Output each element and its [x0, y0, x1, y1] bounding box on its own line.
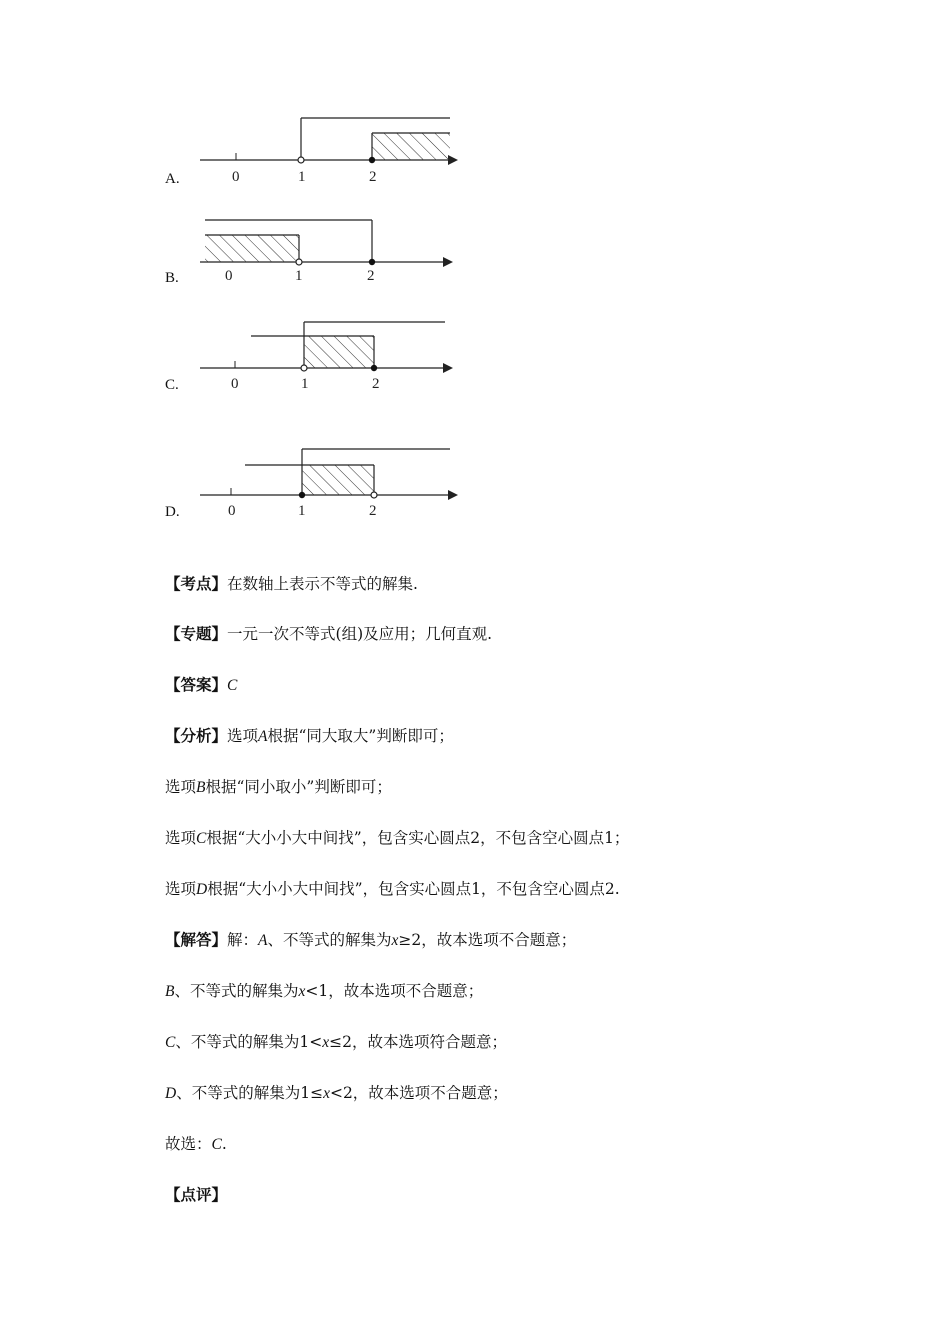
tick-label-2: 2	[369, 169, 377, 185]
fenxi-l1-post: 根据“同大取大”判断即可；	[267, 727, 454, 745]
tick-label-0: 0	[231, 376, 239, 392]
jieda-l1-x: x	[391, 932, 399, 949]
kaodian-text: 在数轴上表示不等式的解集.	[227, 575, 418, 593]
zhuanti-tag: 【专题】	[165, 624, 228, 643]
jieda-l1-post: ≥2，故本选项不合题意；	[398, 931, 577, 949]
option-a-label: A.	[165, 171, 180, 187]
jieda-line-3	[165, 1032, 507, 1053]
fenxi-l2-pre: 选项	[165, 778, 197, 796]
fenxi-l1-pre: 选项	[227, 727, 259, 745]
jieda-l3-mid: 、不等式的解集为1<	[175, 1033, 323, 1051]
tick-label-2: 2	[367, 268, 375, 284]
tick-label-1: 1	[295, 268, 303, 284]
jieda-line-5	[165, 1134, 227, 1155]
fenxi-l4-post: 根据“大小小大中间找”，包含实心圆点1，不包含空心圆点2.	[207, 880, 620, 898]
jieda-l2-mid: 、不等式的解集为	[174, 982, 299, 1000]
axis-arrow	[443, 257, 453, 267]
kaodian-tag: 【考点】	[165, 574, 228, 593]
fenxi-line-1	[165, 726, 454, 747]
solid-dot-2	[369, 259, 375, 265]
number-line-b	[195, 211, 465, 291]
fenxi-l3-var: C	[196, 830, 207, 847]
solution-hatch	[302, 465, 374, 495]
tick-label-1: 1	[298, 169, 306, 185]
fenxi-line-4	[165, 879, 620, 900]
solid-dot-1	[299, 492, 305, 498]
fenxi-tag: 【分析】	[165, 726, 228, 745]
fenxi-l2-post: 根据“同小取小”判断即可；	[205, 778, 392, 796]
daan-line	[165, 675, 237, 696]
option-b-label: B.	[165, 270, 179, 286]
tick-label-2: 2	[369, 503, 377, 519]
axis-arrow	[448, 490, 458, 500]
solid-dot-2	[369, 157, 375, 163]
number-line-c	[195, 312, 465, 392]
number-line-a-svg	[195, 110, 465, 190]
tick-label-1: 1	[301, 376, 309, 392]
jieda-l2-x: x	[298, 983, 306, 1000]
number-line-a	[195, 110, 465, 190]
fenxi-line-2	[165, 777, 392, 798]
fenxi-l3-pre: 选项	[165, 829, 197, 847]
open-dot-1	[298, 157, 304, 163]
jieda-l1-pre: 解：	[227, 931, 259, 949]
zhuanti-text: 一元一次不等式(组)及应用；几何直观.	[227, 625, 493, 643]
daan-value: C	[227, 677, 238, 694]
jieda-line-2	[165, 981, 483, 1002]
jieda-l5-pre: 故选：	[165, 1135, 212, 1153]
jieda-tag: 【解答】	[165, 930, 228, 949]
dianping-tag: 【点评】	[165, 1185, 228, 1204]
fenxi-l4-var: D	[196, 881, 208, 898]
open-dot-2	[371, 492, 377, 498]
fenxi-l4-pre: 选项	[165, 880, 197, 898]
jieda-l1-mid: 、不等式的解集为	[267, 931, 392, 949]
jieda-l2-post: <1，故本选项不合题意；	[305, 982, 484, 1000]
dianping-line	[165, 1185, 227, 1205]
number-line-b-svg	[195, 211, 465, 291]
jieda-line-1	[165, 930, 576, 951]
tick-label-0: 0	[232, 169, 240, 185]
jieda-l4-post: <2，故本选项不合题意；	[329, 1084, 508, 1102]
jieda-l1-var: A	[258, 932, 268, 949]
option-d-label: D.	[165, 504, 180, 520]
tick-label-1: 1	[298, 503, 306, 519]
tick-label-0: 0	[225, 268, 233, 284]
solid-dot-2	[371, 365, 377, 371]
jieda-l4-mid: 、不等式的解集为1≤	[176, 1084, 324, 1102]
axis-arrow	[443, 363, 453, 373]
open-dot-1	[296, 259, 302, 265]
daan-tag: 【答案】	[165, 675, 228, 694]
number-line-d	[195, 440, 465, 520]
fenxi-l3-post: 根据“大小小大中间找”，包含实心圆点2，不包含空心圆点1；	[206, 829, 630, 847]
tick-label-2: 2	[372, 376, 380, 392]
jieda-l4-x: x	[323, 1085, 330, 1102]
open-dot-1	[301, 365, 307, 371]
zhuanti-line	[165, 624, 492, 644]
number-line-c-svg	[195, 312, 465, 392]
solution-hatch	[205, 235, 299, 262]
fenxi-l1-var: A	[258, 728, 268, 745]
jieda-l3-post: ≤2，故本选项符合题意；	[329, 1033, 507, 1051]
jieda-l3-var: C	[165, 1034, 176, 1051]
jieda-l5-var: C	[211, 1136, 222, 1153]
fenxi-line-3	[165, 828, 629, 849]
jieda-l2-var: B	[165, 983, 175, 1000]
jieda-l4-var: D	[165, 1085, 177, 1102]
tick-label-0: 0	[228, 503, 236, 519]
option-c-label: C.	[165, 377, 179, 393]
solution-hatch	[372, 133, 450, 160]
fenxi-l2-var: B	[196, 779, 206, 796]
jieda-l3-x: x	[322, 1034, 330, 1051]
solution-hatch	[304, 336, 374, 368]
kaodian-line	[165, 574, 418, 594]
number-line-d-svg	[195, 440, 465, 520]
jieda-line-4	[165, 1083, 508, 1104]
jieda-l5-post: .	[221, 1135, 227, 1153]
